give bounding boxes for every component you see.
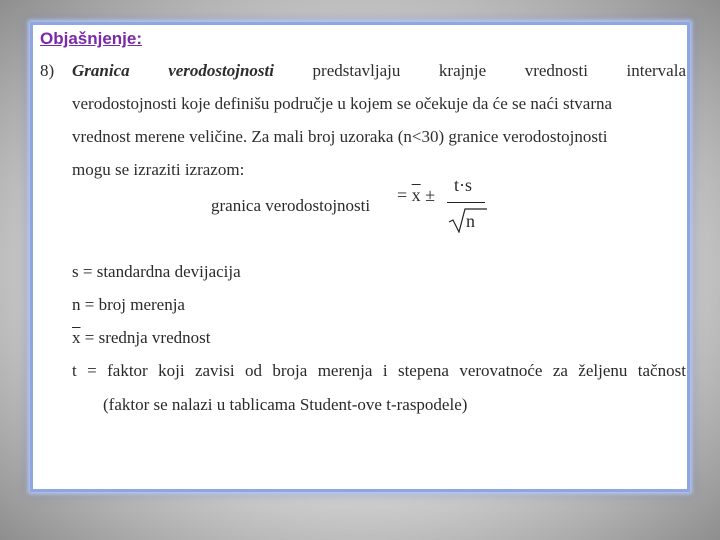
word: zavisi bbox=[194, 361, 235, 380]
heading: Objašnjenje: bbox=[40, 29, 143, 48]
formula-xbar-pm bbox=[397, 185, 435, 206]
term-granica: Granica bbox=[72, 61, 130, 80]
fraction-bar bbox=[447, 202, 485, 203]
word: t bbox=[72, 361, 77, 380]
word: željenu bbox=[578, 361, 628, 380]
item-number: 8) bbox=[40, 61, 55, 80]
def-s: s = standardna devijacija bbox=[72, 262, 241, 281]
slide-panel bbox=[30, 22, 690, 492]
word: koji bbox=[158, 361, 185, 380]
word: merenja bbox=[317, 361, 373, 380]
word: krajnje bbox=[438, 61, 487, 80]
term-verodostojnosti: verodostojnosti bbox=[168, 61, 274, 80]
def-t bbox=[72, 361, 686, 381]
formula-pm: ± bbox=[425, 185, 436, 205]
line-4: mogu se izraziti izrazom: bbox=[72, 160, 245, 179]
formula-denominator: n bbox=[466, 211, 475, 231]
formula-eq: = bbox=[397, 185, 408, 205]
def-x-symbol: $\overline{x}$ bbox=[72, 328, 81, 347]
def-x-text: = srednja vrednost bbox=[80, 328, 211, 347]
word: broja bbox=[272, 361, 308, 380]
line-2: verodostojnosti koje definišu područje u kojem se očekuje da će se naći stvarna bbox=[72, 94, 613, 113]
def-n: n = broj merenja bbox=[72, 295, 185, 314]
word: verovatnoće bbox=[459, 361, 543, 380]
word: od bbox=[244, 361, 262, 380]
word: vrednosti bbox=[524, 61, 588, 80]
word: za bbox=[552, 361, 568, 380]
word: intervala bbox=[626, 61, 686, 80]
def-x bbox=[72, 328, 210, 348]
word: tačnost bbox=[637, 361, 686, 380]
word: = bbox=[87, 361, 97, 380]
word: i bbox=[382, 361, 388, 380]
word: stepena bbox=[397, 361, 449, 380]
word: faktor bbox=[107, 361, 148, 380]
line-1 bbox=[72, 61, 686, 81]
word: predstavljaju bbox=[312, 61, 401, 80]
def-note: (faktor se nalazi u tablicama Student-ove t-raspodele) bbox=[103, 395, 468, 414]
formula-numerator: t·s bbox=[454, 175, 472, 195]
line-3: vrednost merene veličine. Za mali broj uzoraka (n<30) granice verodostojnosti bbox=[72, 127, 608, 146]
formula-label: granica verodostojnosti bbox=[211, 196, 371, 215]
formula-xbar: $\overline{x}$ bbox=[411, 185, 421, 205]
